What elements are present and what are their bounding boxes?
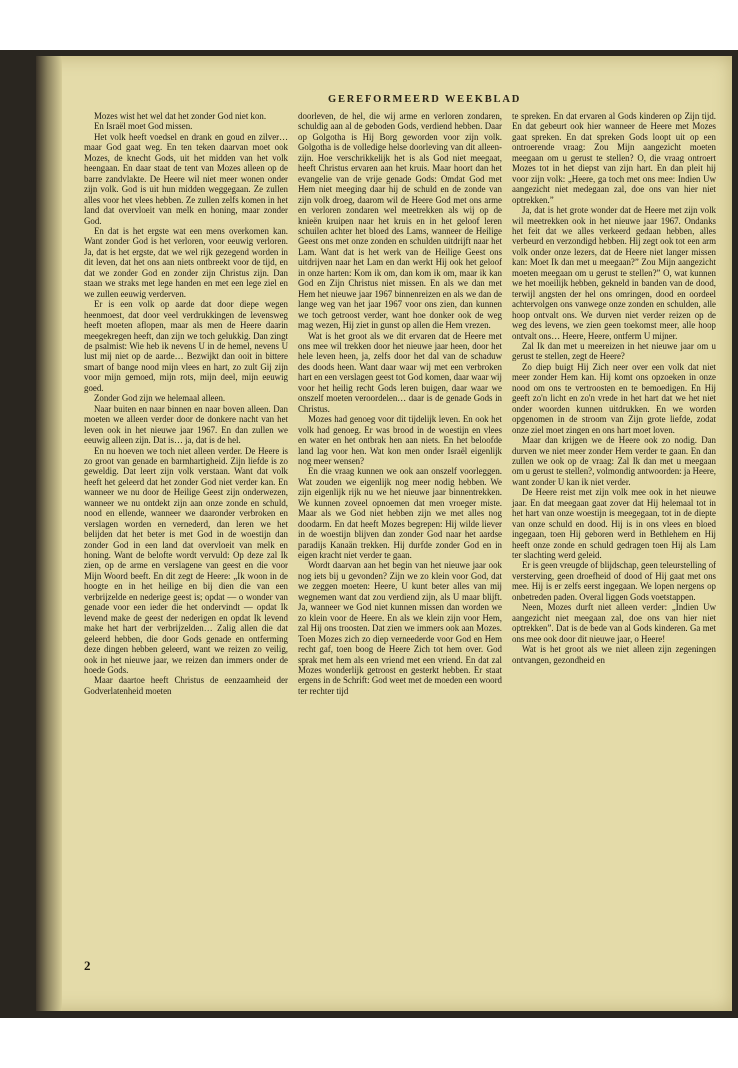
paragraph: En nu hoeven we toch niet alleen verder. De Heere is zo groot van genade en barmhartigheid. Zijn liefde is zo geweldig. Dat leert zijn volk verstaan. Want dat volk heeft het geleerd dat het zonder God niet verder kan. En wanneer we nu door de Heilige Geest zijn onderwezen, wanneer we nu ontdekt zijn aan onze zonde en schuld, nood en ellende, wanneer we daaronder verbroken en verslagen worden en vernederd, dan leren we het belijden dat het beter is met God in de woestijn dan zonder God in een land dat overvloeit van melk en honing. Want de belofte wordt vervuld: Op deze zal Ik zien, op de arme en verslagene van geest en die voor Mijn Woord beeft. En dit zegt de Heere: „Ik woon in de hoogte en in het heilige en bij dien die van een verbrijzelde en nederige geest is; opdat — o wonder van genade voor een ieder die het ondervindt — opdat Ik levend make de geest der nederigen en opdat Ik levend make het hart der verbrijzelden… Zalig allen die dat geleerd hebben, die door Gods genade en ontferming deze dingen hebben geleerd, want we reizen zo veilig, ook in het nieuwe jaar, we reizen dan immers onder de hoede Gods. <box>84 445 288 676</box>
paragraph: Zal Ik dan met u meereizen in het nieuwe jaar om u gerust te stellen, zegt de Heere? <box>512 340 716 362</box>
paragraph: Zo diep buigt Hij Zich neer over een volk dat niet meer zonder Hem kan. Hij komt ons opzoeken in onze nood om ons te vertroosten en te bemoedigen. En Hij geeft zo'n licht en zo'n vrede in het hart dat we het niet onder woorden kunnen uitdrukken. En we worden opgenomen in de stroom van Zijn grote liefde, zodat onze ziel moet zingen en ons hart moet loven. <box>512 361 716 435</box>
paragraph: Ja, dat is het grote wonder dat de Heere met zijn volk wil meetrekken ook in het nieuwe jaar 1967. Ondanks het feit dat we alles verkeerd gedaan hebben, alles verbeurd en verzondigd hebben. Hij zegt ook tot een arm volk onder onze lezers, dat de Heere niet langer missen kan: Moet Ik dan met u meegaan?” Zou Mijn aangezicht moeten meegaan om u gerust te stellen?” O, wat kunnen we het moeilijk hebben, gekneld in banden van de dood, terwijl angsten der hel ons omringen, dood en oordeel achtervolgen ons vanwege onze zonden en schulden, alle hoop ontvalt ons. We durven niet verder reizen op de weg des levens, we zien geen toekomst meer, alle hoop ontvalt ons… Heere, Heere, ontferm U mijner. <box>512 205 716 341</box>
page-sheet <box>36 56 732 1011</box>
paragraph: En Israël moet God missen. <box>94 121 193 132</box>
paragraph: Het volk heeft voedsel en drank en goud en zilver… maar God gaat weg. En ten teken daarvan moet ook Mozes, de knecht Gods, uit het midden van het volk heengaan. En daar staat de tent van Mozes alleen op de barre zandvlakte. De Heere wil niet meer wonen onder zijn volk. God is uit hun midden weggegaan. Ze zullen alles voor het vlees hebben. Ze zullen zelfs komen in het land dat overvloeit van melk en honing, maar zonder God. <box>84 131 288 226</box>
paragraph: Wat is het groot als we niet alleen zijn zegeningen ontvangen, gezondheid en <box>512 644 716 665</box>
paragraph: En dat is het ergste wat een mens overkomen kan. Want zonder God is het verloren, voor eeuwig verloren. Ja, dat is het ergste, dat we wel rijk gezegend worden in dit leven, dat het ons aan niets ontbreekt voor de tijd, en dat we zonder God en zonder zijn Christus zijn. Dan staan we straks met lege handen en met een lege ziel en we zullen eeuwig verderven. <box>84 225 288 299</box>
paragraph: Mozes had genoeg voor dit tijdelijk leven. En ook het volk had genoeg. Er was brood in de woestijn en vlees en water en het ontbrak hen aan niets. En het beloofde land lag voor hen. Wat kon men onder Israël eigenlijk nog meer wensen? <box>298 414 502 466</box>
paragraph: Wordt daarvan aan het begin van het nieuwe jaar ook nog iets bij u gevonden? Zijn we zo klein voor God, dat we zeggen moeten: Heere, U kunt beter alles van mij wegnemen want dat zou verdiend zijn, als U maar blijft. Ja, wanneer we God niet kunnen missen dan worden we zo klein voor de Heere. En als we klein zijn voor Hem, zal Hij ons troosten. Dat zien we immers ook aan Mozes. Toen Mozes zich zo diep verneederde voor God en Hem recht gaf, toen boog de Heere Zich tot hem over. God sprak met hem als een vriend met een vriend. En dat zal Mozes wonderlijk getroost en gesterkt hebben. Er staat ergens in de Schrift: God weet met de moeden een woord ter rechter tijd <box>298 560 502 696</box>
paragraph: Naar buiten en naar binnen en naar boven alleen. Dan moeten we alleen verder door de donkere nacht van het leven ook in het nieuwe jaar 1967. En dan zullen we eeuwig alleen zijn. Dat is… ja, dat is de hel. <box>84 403 288 446</box>
paragraph: te spreken. En dat ervaren al Gods kinderen op Zijn tijd. En dat gebeurt ook hier wanneer de Heere met Mozes gaat spreken. En dat spreken Gods loopt uit op een ontroerende vraag: Zou Mijn aangezicht moeten meegaan om u gerust te stellen? O, die vraag ontroert Mozes tot in het diepst van zijn hart. En dan pleit hij voor zijn volk: „Heere, ga toch met ons mee: Indien Uw aangezicht niet medegaan zal, doe ons van hier niet optrekken.” <box>512 111 716 205</box>
paragraph: Maar daartoe heeft Christus de eenzaamheid der Godverlatenheid moeten <box>84 675 288 696</box>
paragraph: Er is een volk op aarde dat door diepe wegen heenmoest, dat door veel verdrukkingen de levensweg heeft moeten aflopen, maar als men de Heere daarin meegekregen heeft, dan zijn we toch gelukkig. Dan zingt de psalmist: Wie heb ik nevens U in de hemel, nevens U lust mij niet op de aarde… Bezwijkt dan ooit in bittere smart of bange nood mijn vlees en hart, zo zult Gij zijn voor mijn gemoed, mijn rots, mijn deel, mijn eeuwig goed. <box>84 299 288 393</box>
paragraph: Er is geen vreugde of blijdschap, geen teleurstelling of versterving, geen droefheid of dood of Hij gaat met ons mee. Hij is er zelfs eerst ingegaan. We lopen nergens op onbetreden paden. Overal liggen Gods voetstappen. <box>512 560 716 602</box>
page-number: 2 <box>84 958 91 973</box>
paragraph: Maar dan krijgen we de Heere ook zo nodig. Dan durven we niet meer zonder Hem verder te gaan. En dan zullen we ook op de vraag: Zal Ik dan met u meegaan om u gerust te stellen?, volmondig antwoorden: ja Heere, want zonder U kan ik niet verder. <box>512 435 716 487</box>
paragraph: Zonder God zijn we helemaal alleen. <box>94 393 226 404</box>
text-column-2 <box>298 111 502 696</box>
paragraph: Neen, Mozes durft niet alleen verder: „Indien Uw aangezicht niet meegaan zal, doe ons van hier niet optrekken”. Dat is de bede van al Gods kinderen. Ga met ons mee ook door dit nieuwe jaar, o Heere! <box>512 602 716 644</box>
binding-gutter <box>36 56 62 1011</box>
paragraph: En die vraag kunnen we ook aan onszelf voorleggen. Wat zouden we eigenlijk nog meer nodig hebben. We zijn eigenlijk rijk nu we het nieuwe jaar binnentrekken. We kunnen zoveel opnoemen dat men vroeger miste. Maar als we God niet hebben zijn we met alles nog doodarm. En dat heeft Mozes begrepen: Hij wilde liever in de woestijn blijven dan zonder God naar het aardse paradijs Kanaän trekken. Hij durfde zonder God en in eigen kracht niet verder te gaan. <box>298 466 502 561</box>
text-column-1 <box>84 111 288 696</box>
paragraph: doorleven, de hel, die wij arme en verloren zondaren, schuldig aan al de geboden Gods, verdiend hebben. Daar op Golgotha is Hij Borg geworden voor zijn volk. Golgotha is de volledige helse doorleving van dit alleen-zijn. Hoe verschrikkelijk het is als God niet meegaat, heeft Christus ervaren aan het kruis. Maar hoort dan het evangelie van de vrije genade Gods: Omdat God met Hem niet meeging daar hij de schuld en de zonde van zijn volk droeg, daarom wil de Heere God met ons arme en verloren zondaren wel meetrekken als wij op de knieën kruipen naar het kruis en in het geloof leren schuilen achter het bloed des Lams, wanneer de Heilige Geest ons met onze zonden en schulden uitdrijft naar het Lam. Want dat is het werk van de Heilige Geest ons uitdrijven naar het Lam en dan werkt Hij ook het geloof in onze harten: Kom ik om, dan kom ik om, maar ik kan God en Zijn Christus niet missen. En als we dan met Hem het nieuwe jaar 1967 binnenreizen en als we dan de lange weg van het jaar 1967 voor ons zien, dan kunnen we toch getroost verder, want hoe donker ook de weg mag wezen, Hij ziet in gunst op allen die Hem vrezen. <box>298 111 502 331</box>
paragraph: Wat is het groot als we dit ervaren dat de Heere met ons mee wil trekken door het nieuwe jaar heen, door het hele leven heen, ja, zelfs door het dal van de schaduw des doods heen. Want daar waar wij met een verbroken hart en een verslagen geest tot God komen, daar waar wij voor het heilig recht Gods leren buigen, daar waar we onszelf moeten veroordelen… daar is de genade Gods in Christus. <box>298 330 502 414</box>
running-header: GEREFORMEERD WEEKBLAD <box>328 94 522 105</box>
paragraph: Mozes wist het wel dat het zonder God niet kon. <box>94 111 267 121</box>
text-column-3 <box>512 111 716 665</box>
paragraph: De Heere reist met zijn volk mee ook in het nieuwe jaar. En dat meegaan gaat zover dat Hij helemaal tot in het hart van onze woestijn is meegegaan, tot in de diepte van onze schuld en dood. Hij is in ons vlees en bloed ingegaan, toen Hij geboren werd in Bethlehem en Hij heeft onze zonde en schuld gedragen toen Hij als Lam ter slachting werd geleid. <box>512 487 716 561</box>
